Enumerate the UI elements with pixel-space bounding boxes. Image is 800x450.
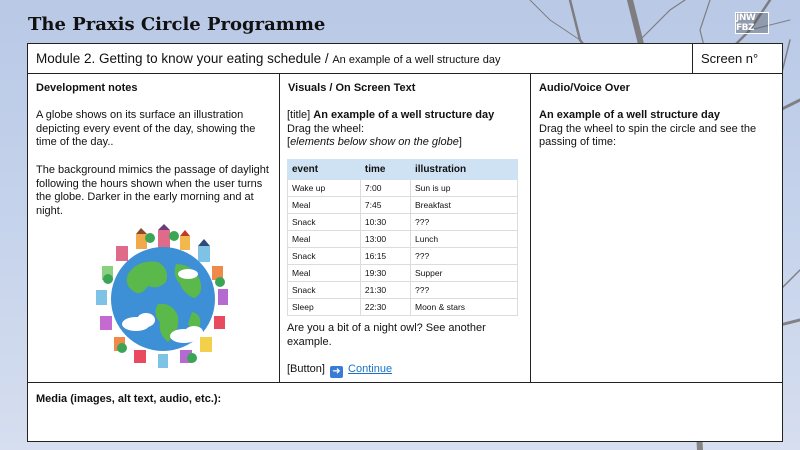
- table-cell: Sleep: [288, 299, 361, 316]
- continue-link[interactable]: Continue: [348, 363, 393, 375]
- column-header: event: [288, 160, 361, 180]
- development-notes-heading: Development notes: [36, 82, 138, 94]
- development-notes-paragraph-1: A globe shows on its surface an illustration depicting every event of the day, showing the time of the day..: [36, 109, 256, 148]
- screen-number-cell: [692, 43, 784, 74]
- storyboard-grid: [27, 73, 783, 383]
- development-notes-paragraph-2: The background mimics the passage of daylight following the hours shown when the user turns the globe. Darker in the early morning and at night.: [36, 164, 269, 217]
- table-cell: ???: [410, 248, 517, 265]
- table-cell: Meal: [288, 265, 361, 282]
- globe-note: elements below show on the globe: [290, 136, 459, 148]
- table-cell: 21:30: [360, 282, 410, 299]
- column-header: time: [360, 160, 410, 180]
- module-subtitle: An example of a well structure day: [332, 54, 501, 66]
- table-row: [288, 214, 518, 231]
- table-cell: Moon & stars: [410, 299, 517, 316]
- right-arrow-icon: ➜: [330, 366, 343, 378]
- schedule-header-row: [288, 160, 518, 180]
- table-cell: Meal: [288, 197, 361, 214]
- table-cell: 10:30: [360, 214, 410, 231]
- table-cell: Meal: [288, 231, 361, 248]
- table-row: [288, 197, 518, 214]
- drag-instruction: Drag the wheel:: [287, 122, 365, 135]
- media-heading: Media (images, alt text, audio, etc.):: [36, 393, 222, 405]
- column-header: illustration: [410, 160, 517, 180]
- audio-content: [539, 109, 775, 150]
- audio-voice-over-column: [531, 74, 783, 382]
- night-owl-text: Are you a bit of a night owl? See another example.: [287, 322, 486, 348]
- table-cell: Sun is up: [410, 180, 517, 197]
- table-cell: Lunch: [410, 231, 517, 248]
- table-cell: 16:15: [360, 248, 410, 265]
- table-cell: ???: [410, 214, 517, 231]
- table-cell: Snack: [288, 248, 361, 265]
- table-cell: Supper: [410, 265, 517, 282]
- bracket-open: [: [287, 136, 291, 148]
- visuals-title: An example of a well structure day: [313, 109, 495, 121]
- brand-logo: JNW FBZ: [735, 12, 769, 34]
- earth-globe-with-houses-icon: [88, 224, 238, 374]
- table-row: [288, 265, 518, 282]
- table-row: [288, 180, 518, 197]
- button-tag: [Button]: [287, 363, 325, 375]
- table-row: [288, 282, 518, 299]
- media-section: [27, 382, 783, 442]
- bracket-close: ]: [458, 136, 462, 148]
- table-cell: 19:30: [360, 265, 410, 282]
- continue-button-row: [287, 363, 527, 378]
- programme-title: The Praxis Circle Programme: [28, 14, 326, 35]
- table-cell: 13:00: [360, 231, 410, 248]
- visuals-heading: Visuals / On Screen Text: [288, 82, 416, 94]
- visuals-column: [280, 74, 531, 382]
- development-notes-column: [28, 74, 280, 382]
- screen-label: Screen n°: [701, 51, 759, 66]
- audio-text: Drag the wheel to spin the circle and see the passing of time:: [539, 122, 757, 148]
- title-tag: [title]: [287, 109, 311, 121]
- module-heading: [36, 51, 500, 66]
- table-row: [288, 248, 518, 265]
- table-row: [288, 231, 518, 248]
- table-cell: Snack: [288, 282, 361, 299]
- table-cell: 22:30: [360, 299, 410, 316]
- schedule-table: [287, 159, 518, 316]
- module-title: Module 2. Getting to know your eating schedule /: [36, 51, 329, 66]
- table-cell: Snack: [288, 214, 361, 231]
- audio-title: An example of a well structure day: [539, 109, 720, 121]
- table-cell: Wake up: [288, 180, 361, 197]
- visuals-intro: [287, 109, 527, 150]
- audio-heading: Audio/Voice Over: [539, 82, 630, 94]
- table-cell: 7:45: [360, 197, 410, 214]
- table-cell: Breakfast: [410, 197, 517, 214]
- module-header: [27, 43, 783, 74]
- table-cell: 7:00: [360, 180, 410, 197]
- table-cell: ???: [410, 282, 517, 299]
- table-row: [288, 299, 518, 316]
